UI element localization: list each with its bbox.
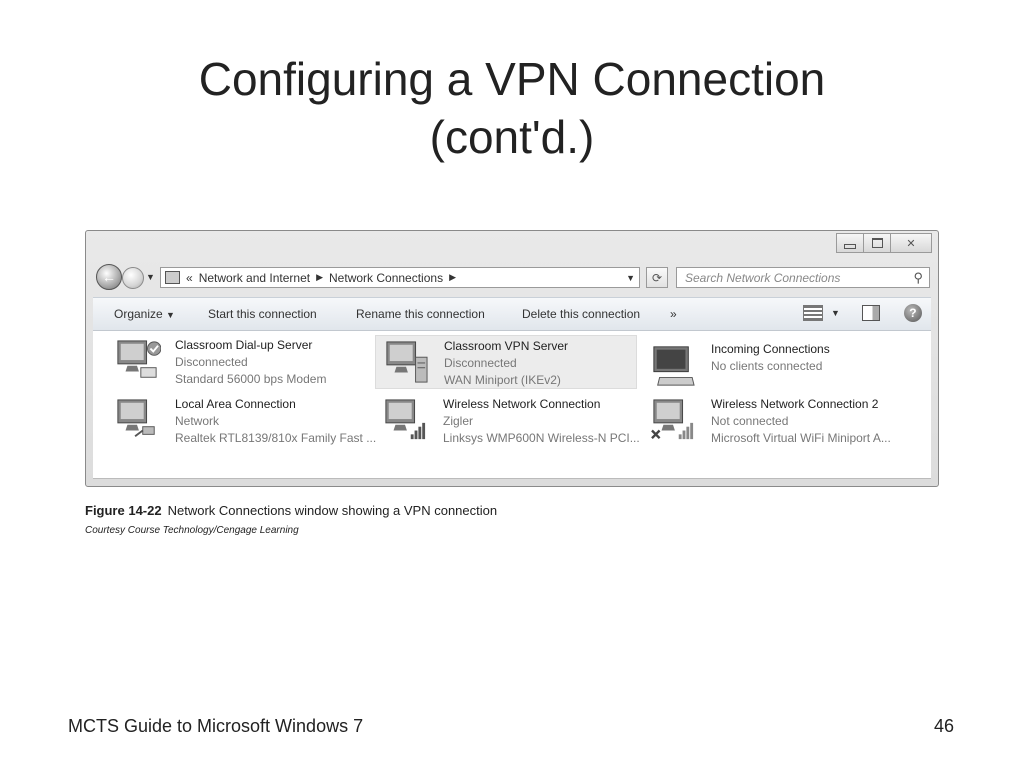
connection-status: Disconnected	[444, 356, 517, 370]
history-dropdown-icon[interactable]: ▼	[146, 272, 155, 282]
breadcrumb-chevron-icon[interactable]: ▶	[316, 272, 324, 282]
search-placeholder: Search Network Connections	[685, 270, 841, 285]
organize-label: Organize	[114, 307, 163, 321]
connection-name: Local Area Connection	[175, 397, 296, 411]
lan-cable-icon	[113, 398, 161, 442]
connection-text	[444, 338, 568, 389]
connection-status: Network	[175, 414, 220, 428]
minimize-button[interactable]	[836, 233, 864, 253]
connection-device: Standard 56000 bps Modem	[175, 372, 327, 386]
connection-name: Wireless Network Connection 2	[711, 397, 879, 411]
refresh-icon: ⟳	[651, 270, 663, 285]
back-button[interactable]	[96, 264, 122, 290]
change-view-icon[interactable]	[803, 305, 823, 321]
connection-status: Disconnected	[175, 355, 248, 369]
connection-device: WAN Miniport (IKEv2)	[444, 373, 561, 387]
connection-item[interactable]	[375, 335, 637, 389]
minimize-icon	[844, 244, 856, 249]
figure-credit: Courtesy Course Technology/Cengage Learning	[85, 525, 299, 536]
connection-name: Incoming Connections	[711, 342, 830, 356]
connection-text	[711, 341, 830, 375]
connection-text	[711, 396, 891, 447]
view-options	[803, 304, 922, 322]
connection-device: Realtek RTL8139/810x Family Fast ...	[175, 431, 377, 445]
search-icon[interactable]: ⚲	[913, 270, 923, 285]
maximize-button[interactable]	[863, 233, 891, 253]
vpn-server-icon	[382, 340, 430, 384]
breadcrumb-chevron-icon[interactable]: ▶	[449, 272, 456, 282]
delete-connection-button[interactable]: Delete this connection	[522, 307, 641, 321]
command-toolbar	[93, 297, 931, 331]
slide-title-line1: Configuring a VPN Connection	[198, 53, 826, 105]
view-dropdown-icon[interactable]: ▼	[831, 308, 840, 318]
close-button[interactable]	[890, 233, 932, 253]
connection-item[interactable]	[107, 335, 369, 389]
network-folder-icon	[165, 271, 180, 284]
preview-pane-icon[interactable]	[862, 305, 880, 321]
more-commands-button[interactable]: »	[670, 307, 677, 321]
connection-item[interactable]	[375, 394, 640, 448]
connection-text	[175, 396, 376, 447]
connection-device: Linksys WMP600N Wireless-N PCI...	[443, 431, 640, 445]
address-overflow[interactable]: «	[186, 270, 193, 285]
dialup-modem-icon	[113, 339, 161, 383]
breadcrumb-network-and-internet[interactable]: Network and Internet	[198, 270, 311, 285]
network-connections-window	[85, 230, 939, 487]
close-icon: ✕	[906, 237, 916, 250]
figure-caption	[85, 503, 497, 518]
connection-item[interactable]	[107, 394, 377, 448]
refresh-button[interactable]	[646, 267, 668, 288]
address-bar[interactable]	[160, 267, 640, 288]
window-caption-buttons	[837, 233, 932, 253]
organize-button[interactable]	[114, 307, 175, 321]
connections-list	[93, 331, 931, 479]
connection-device: Microsoft Virtual WiFi Miniport A...	[711, 431, 891, 445]
forward-button[interactable]	[122, 267, 144, 289]
start-connection-button[interactable]: Start this connection	[208, 307, 317, 321]
connection-name: Wireless Network Connection	[443, 397, 601, 411]
connection-status: Zigler	[443, 414, 474, 428]
wireless-disconnected-icon	[649, 398, 697, 442]
footer-course-title: MCTS Guide to Microsoft Windows 7	[68, 716, 364, 736]
connection-item[interactable]	[643, 394, 905, 448]
breadcrumb-network-connections[interactable]: Network Connections	[329, 270, 444, 285]
page-number: 46	[933, 716, 954, 736]
connection-text	[175, 337, 326, 388]
wireless-signal-icon	[381, 398, 429, 442]
connection-text	[443, 396, 640, 447]
slide-title-line2: (cont'd.)	[429, 111, 595, 163]
figure-label: Figure 14-22	[85, 503, 162, 518]
connection-status: No clients connected	[711, 359, 823, 373]
connection-name: Classroom VPN Server	[444, 339, 569, 353]
chevron-down-icon: ▼	[166, 310, 175, 320]
search-input[interactable]	[676, 267, 930, 288]
rename-connection-button[interactable]: Rename this connection	[356, 307, 485, 321]
figure-caption-text: Network Connections window showing a VPN connection	[167, 503, 498, 518]
help-icon[interactable]: ?	[904, 304, 922, 322]
incoming-connections-icon	[649, 343, 697, 387]
back-arrow-icon: ←	[102, 269, 116, 285]
connection-status: Not connected	[711, 414, 789, 428]
maximize-icon	[872, 238, 883, 248]
connection-name: Classroom Dial-up Server	[175, 338, 313, 352]
connection-item[interactable]	[643, 339, 905, 393]
navigation-bar	[94, 264, 930, 290]
slide-title	[0, 50, 1024, 166]
address-dropdown-icon[interactable]: ▼	[626, 272, 635, 283]
